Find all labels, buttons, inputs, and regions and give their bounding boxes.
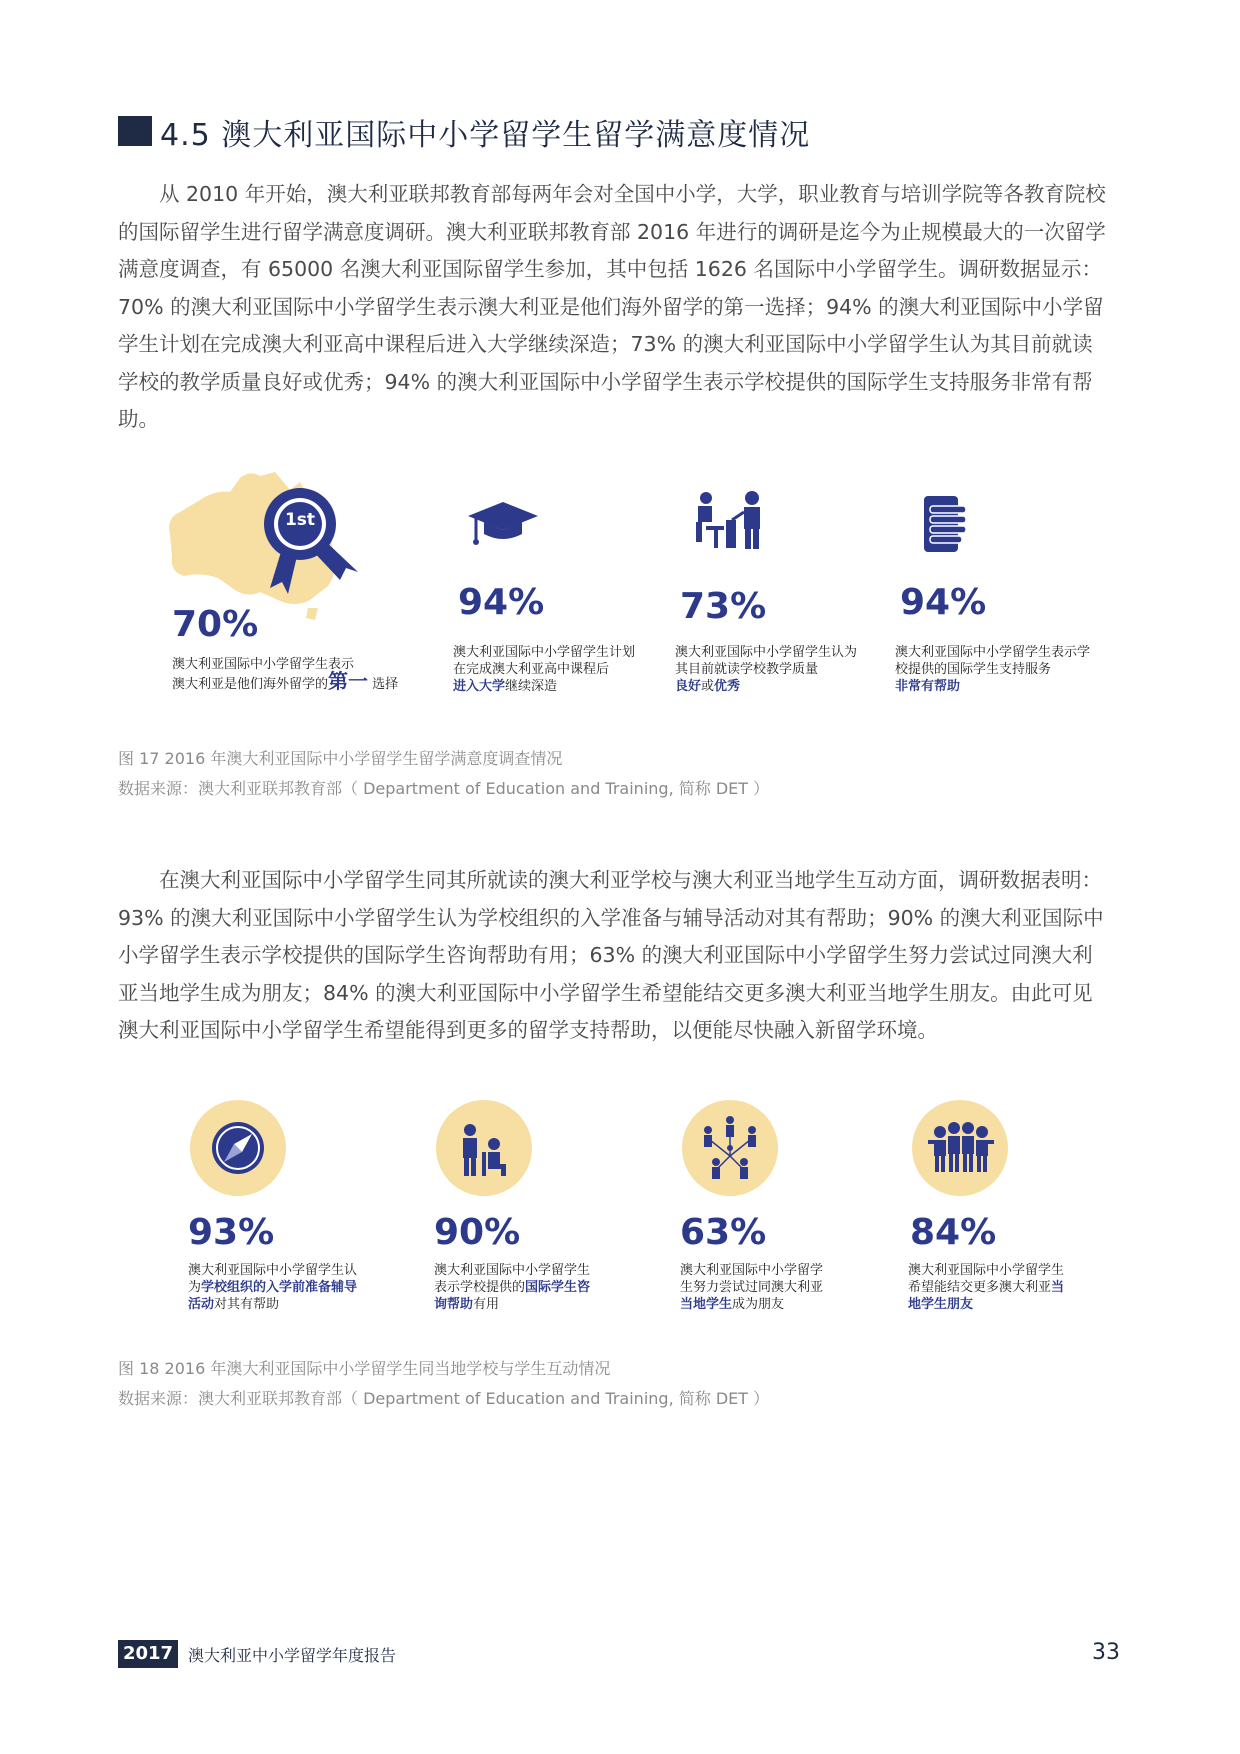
footer-year: 2017: [118, 1640, 178, 1668]
stat-value: 93%: [188, 1212, 275, 1253]
description-text: 澳大利亚国际中小学留学生认为: [675, 645, 858, 660]
highlight-text: 国际学生咨: [525, 1280, 591, 1295]
network-people-icon: [682, 1100, 778, 1196]
description-line: [188, 1262, 357, 1279]
paragraph-line: 助。: [118, 407, 159, 431]
description-text: 对其有帮助: [214, 1297, 280, 1312]
description-text: 继续深造: [505, 679, 558, 694]
description-text: 校提供的国际学生支持服务: [895, 662, 1052, 677]
stat-description: [680, 1262, 823, 1313]
highlight-text: 当: [1051, 1280, 1065, 1295]
description-line: [680, 1262, 823, 1279]
description-line: [895, 661, 1090, 678]
description-line: [895, 644, 1090, 661]
stat-value: 70%: [172, 604, 259, 645]
intro-paragraph: [118, 176, 1118, 439]
description-text: 希望能结交更多澳大利亚: [908, 1280, 1052, 1295]
stat-description: [188, 1262, 357, 1313]
figure-source: 数据来源：澳大利亚联邦教育部（ Department of Education and Training, 简称 DET ）: [118, 779, 770, 798]
highlight-text: 地学生朋友: [908, 1297, 974, 1312]
description-text: 澳大利亚国际中小学留学生表示学: [895, 645, 1091, 660]
paragraph-line: 的国际留学生进行留学满意度调研。澳大利亚联邦教育部 2016 年进行的调研是迄今为止规模最大的一次留学: [118, 219, 1106, 244]
paragraph-line: 从 2010 年开始，澳大利亚联邦教育部每两年会对全国中小学，大学，职业教育与培训学院等各教育院校: [159, 182, 1106, 206]
figure-source: 数据来源：澳大利亚联邦教育部（ Department of Education and Training, 简称 DET ）: [118, 1389, 770, 1408]
description-text: 澳大利亚国际中小学留学生表示: [172, 657, 355, 672]
stat-value: 84%: [910, 1212, 997, 1253]
description-line: [908, 1279, 1064, 1296]
description-text: 澳大利亚国际中小学留学生: [908, 1263, 1065, 1278]
stat-description: [172, 656, 398, 693]
description-line: [675, 661, 857, 678]
description-line: [908, 1262, 1064, 1279]
paragraph-line: 亚当地学生成为朋友；84% 的澳大利亚国际中小学留学生希望能结交更多澳大利亚当地学生朋友。由此可见: [118, 980, 1093, 1005]
description-text: 生努力尝试过同澳大利亚: [680, 1280, 824, 1295]
paragraph-line: 小学留学生表示学校提供的国际学生咨询帮助有用；63% 的澳大利亚国际中小学留学生努力尝试过同澳大利: [118, 943, 1093, 967]
stat-description: [453, 644, 635, 695]
support-hand-icon: [922, 496, 968, 558]
description-line: [434, 1262, 590, 1279]
description-line: [188, 1296, 357, 1313]
description-line: [453, 661, 635, 678]
description-line: [908, 1296, 1064, 1313]
highlight-text: 活动: [188, 1297, 215, 1312]
description-text: 为: [188, 1280, 202, 1295]
highlight-text: 进入大学: [453, 679, 506, 694]
description-text: 在完成澳大利亚高中课程后: [453, 662, 610, 677]
description-text: 表示学校提供的: [434, 1280, 526, 1295]
stat-value: 63%: [680, 1212, 767, 1253]
description-text: 澳大利亚国际中小学留学: [680, 1263, 824, 1278]
stat-value: 90%: [434, 1212, 521, 1253]
classroom-teacher-icon: [692, 490, 764, 556]
group-friends-icon: [912, 1100, 1008, 1196]
consultation-icon: [436, 1100, 532, 1196]
description-line: [680, 1296, 823, 1313]
graduation-cap-icon: [468, 502, 538, 554]
paragraph-line: 93% 的澳大利亚国际中小学留学生认为学校组织的入学准备与辅导活动对其有帮助；90% 的澳大利亚国际中: [118, 905, 1104, 930]
compass-icon: [190, 1100, 286, 1196]
description-line: [172, 669, 399, 693]
description-line: [434, 1279, 590, 1296]
description-text: 澳大利亚是他们海外留学的: [172, 677, 329, 692]
highlight-text: 当地学生: [680, 1297, 733, 1312]
description-line: [188, 1279, 357, 1296]
description-line: [453, 644, 635, 661]
stat-value: 94%: [458, 582, 545, 623]
stat-description: [434, 1262, 590, 1313]
section-title: 4.5 澳大利亚国际中小学留学生留学满意度情况: [160, 118, 811, 153]
paragraph-line: 在澳大利亚国际中小学留学生同其所就读的澳大利亚学校与澳大利亚当地学生互动方面，调研数据表明：: [159, 868, 1102, 892]
description-text: 选择: [368, 677, 399, 692]
stat-description: [675, 644, 857, 695]
description-text: 成为朋友: [732, 1297, 785, 1312]
highlight-text: 非常有帮助: [895, 679, 961, 694]
description-text: 澳大利亚国际中小学留学生计划: [453, 645, 636, 660]
highlight-text: 学校组织的入学前准备辅导: [201, 1280, 358, 1295]
stat-value: 73%: [680, 586, 767, 627]
highlight-text: 优秀: [714, 679, 741, 694]
footer-title: 澳大利亚中小学留学年度报告: [188, 1646, 397, 1665]
section-marker: [118, 116, 152, 146]
interaction-paragraph: [118, 862, 1118, 1050]
figure-caption: 图 18 2016 年澳大利亚国际中小学留学生同当地学校与学生互动情况: [118, 1359, 611, 1378]
paragraph-line: 学生计划在完成澳大利亚高中课程后进入大学继续深造；73% 的澳大利亚国际中小学留学生认为其目前就读: [118, 332, 1093, 356]
description-text: 澳大利亚国际中小学留学生认: [188, 1263, 358, 1278]
description-text: 澳大利亚国际中小学留学生: [434, 1263, 591, 1278]
description-text: 其目前就读学校教学质量: [675, 662, 819, 677]
description-text: 有用: [473, 1297, 500, 1312]
description-line: [453, 678, 635, 695]
description-line: [895, 678, 1090, 695]
paragraph-line: 70% 的澳大利亚国际中小学留学生表示澳大利亚是他们海外留学的第一选择；94% 的澳大利亚国际中小学留: [118, 294, 1104, 319]
paragraph-line: 满意度调查，有 65000 名澳大利亚国际留学生参加，其中包括 1626 名国际中小学留学生。调研数据显示：: [118, 257, 1102, 281]
description-text: 或: [701, 679, 715, 694]
description-line: [675, 678, 857, 695]
highlight-text: 良好: [675, 679, 702, 694]
stat-description: [908, 1262, 1064, 1313]
stat-value: 94%: [900, 582, 987, 623]
award-label: 1st: [284, 510, 316, 530]
highlight-text: 询帮助: [434, 1297, 474, 1312]
paragraph-line: 学校的教学质量良好或优秀；94% 的澳大利亚国际中小学留学生表示学校提供的国际学生支持服务非常有帮: [118, 369, 1093, 394]
description-line: [680, 1279, 823, 1296]
description-line: [434, 1296, 590, 1313]
description-line: [675, 644, 857, 661]
page-number: 33: [1092, 1640, 1120, 1665]
stat-description: [895, 644, 1090, 695]
figure-caption: 图 17 2016 年澳大利亚国际中小学留学生留学满意度调查情况: [118, 749, 563, 768]
paragraph-line: 澳大利亚国际中小学留学生希望能得到更多的留学支持帮助，以便能尽快融入新留学环境。: [118, 1018, 938, 1042]
highlight-text: 第一: [328, 669, 369, 693]
